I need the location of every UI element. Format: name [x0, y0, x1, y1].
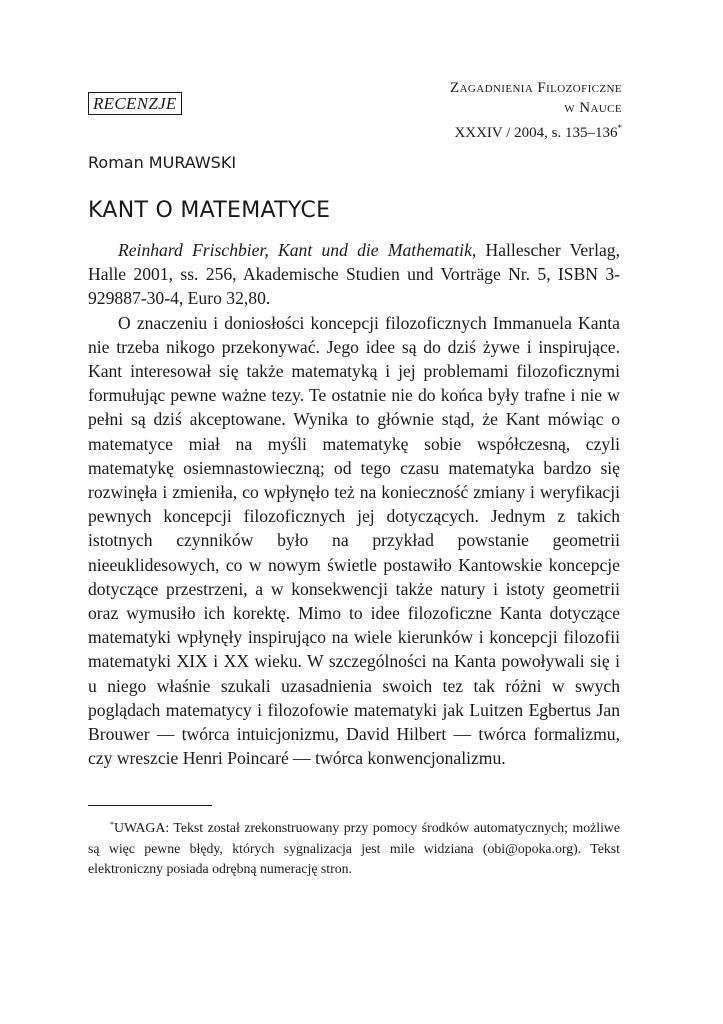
footnote-marker: * — [617, 123, 622, 133]
footnote — [88, 815, 620, 880]
author-name: Roman MURAWSKI — [88, 153, 237, 172]
citation-paragraph — [88, 238, 620, 311]
footnote-rule — [88, 805, 212, 806]
citation-book: Reinhard Frischbier, Kant und die Mathematik — [118, 240, 472, 260]
article-body — [88, 238, 620, 770]
journal-volume-pages — [450, 118, 622, 143]
citation-details: , Hallescher Verlag, Halle 2001, ss. 256, Akademische Studien und Vorträge Nr. 5, ISBN 3-929887-30-4, Euro 32,80. — [88, 240, 620, 309]
main-paragraph: O znaczeniu i doniosłości koncepcji filozoficznych Immanuela Kanta nie trzeba nikogo przekonywać. Jego idee są do dziś żywe i inspirujące. Kant interesował się także matematyką i jej problemami filozoficznymi formułując pewne ważne tezy. Te ostatnie nie do końca były trafne i nie w pełni są dziś akceptowane. Wynika to głównie stąd, że Kant mówiąc o matematyce miał na myśli matematykę sobie współczesną, czyli matematykę osiemnastowieczną; od tego czasu matematyka bardzo się rozwinęła i zmieniła, co wpłynęło też na konieczność zmiany i weryfikacji pewnych koncepcji filozoficznych jej dotyczących. Jednym z takich istotnych czynników było na przykład powstanie geometrii nieeuklidesowych, co w nowym świetle postawiło Kantowskie koncepcje dotyczące przestrzeni, a w konsekwencji także natury i istoty geometrii oraz wymusiło ich korektę. Mimo to idee filozoficzne Kanta dotyczące matematyki wpłynęły inspirująco na wiele kierunków i koncepcji filozofii matematyki XIX i XX wieku. W szczególności na Kanta powoływali się i u niego właśnie szukali uzasadnienia swoich tez tak różni w swych poglądach matematycy i filozofowie matematyki jak Luitzen Egbertus Jan Brouwer — twórca intuicjonizmu, David Hilbert — twórca formalizmu, czy wreszcie Henri Poincaré — twórca konwencjonalizmu. — [88, 312, 620, 769]
journal-info — [450, 78, 622, 143]
footnote-marker-bottom: * — [110, 820, 114, 829]
footnote-paragraph — [88, 815, 620, 880]
journal-subtitle: w Nauce — [564, 100, 622, 116]
section-tag: RECENZJE — [88, 92, 182, 115]
article-title: KANT O MATEMATYCE — [88, 198, 331, 223]
footnote-text: UWAGA: Tekst został zrekonstruowany przy pomocy środków automatycznych; możliwe są więc pewne błędy, których sygnalizacja jest mile widziana (obi@opoka.org). Tekst elektroniczny posiada odrębną numerację stron. — [88, 820, 620, 876]
journal-name: Zagadnienia Filozoficzne — [450, 80, 622, 96]
volume-pages-text: XXXIV / 2004, s. 135–136 — [454, 125, 618, 141]
